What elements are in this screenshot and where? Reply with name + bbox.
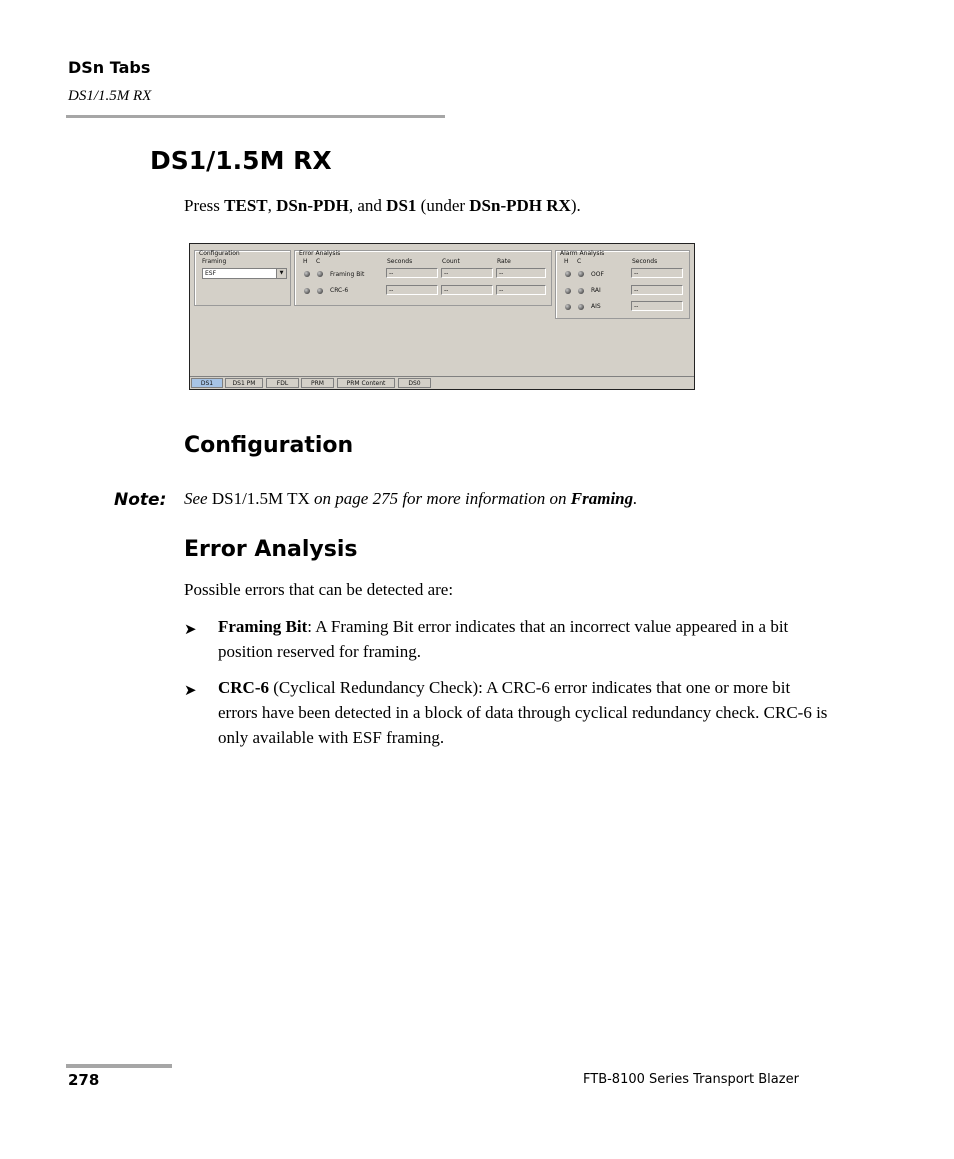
current-led-icon: [317, 288, 323, 294]
running-header-section: DSn Tabs: [68, 58, 151, 77]
current-led-icon: [578, 288, 584, 294]
note-end: .: [633, 489, 638, 508]
framing-select[interactable]: [202, 268, 287, 279]
instruction-prefix: Press: [184, 196, 225, 215]
tab-prm[interactable]: PRM: [301, 378, 334, 388]
page-title: DS1/1.5M RX: [150, 146, 332, 175]
error-seconds-field: --: [386, 285, 438, 295]
alarm-row-name: AIS: [591, 303, 601, 310]
tab-prm-content[interactable]: PRM Content: [337, 378, 395, 388]
note-mid: on page 275 for more information on: [309, 489, 571, 508]
configuration-group-label: Configuration: [199, 250, 240, 257]
bullet-framing-bit: [218, 614, 828, 664]
bullet-description: : A Framing Bit error indicates that an incorrect value appeared in a bit position reserved for framing.: [218, 617, 789, 661]
alarm-seconds-field: --: [631, 268, 683, 278]
bullet-arrow-icon: ➤: [184, 681, 197, 699]
error-col-seconds: Seconds: [387, 258, 413, 265]
instruction-dsn-pdh: DSn-PDH: [276, 196, 349, 215]
instruction-ds1: DS1: [386, 196, 417, 215]
tab-ds0[interactable]: DS0: [398, 378, 431, 388]
footer-product: FTB-8100 Series Transport Blazer: [583, 1072, 799, 1087]
alarm-analysis-group-label: Alarm Analysis: [560, 250, 605, 257]
error-rate-field: --: [496, 268, 546, 278]
current-led-icon: [578, 304, 584, 310]
error-col-count: Count: [442, 258, 460, 265]
alarm-seconds-field: --: [631, 301, 683, 311]
history-led-icon: [565, 271, 571, 277]
instruction-mid: (under: [416, 196, 470, 215]
note-framing: Framing: [570, 489, 634, 508]
history-led-icon: [304, 271, 310, 277]
instruction-sep2: , and: [348, 196, 387, 215]
alarm-row-name: RAI: [591, 287, 601, 294]
footer-rule: [66, 1064, 172, 1068]
bullet-term: Framing Bit: [218, 617, 308, 636]
error-analysis-group: [294, 250, 552, 306]
error-count-field: --: [441, 268, 493, 278]
error-seconds-field: --: [386, 268, 438, 278]
page-number: 278: [68, 1071, 100, 1089]
configuration-group: [194, 250, 291, 306]
header-rule: [66, 115, 445, 118]
note-see: See: [184, 489, 212, 508]
framing-label: Framing: [202, 258, 227, 265]
current-led-icon: [317, 271, 323, 277]
instruction-dsn-pdh-rx: DSn-PDH RX: [469, 196, 571, 215]
error-count-field: --: [441, 285, 493, 295]
current-led-icon: [578, 271, 584, 277]
error-row-name: CRC-6: [330, 287, 349, 294]
error-row-name: Framing Bit: [330, 271, 365, 278]
error-analysis-heading: Error Analysis: [184, 537, 358, 562]
bullet-arrow-icon: ➤: [184, 620, 197, 638]
tab-fdl[interactable]: FDL: [266, 378, 299, 388]
instruction-test: TEST: [224, 196, 268, 215]
note-text: [184, 489, 637, 509]
bullet-term: CRC-6: [218, 678, 269, 697]
error-col-rate: Rate: [497, 258, 511, 265]
alarm-col-seconds: Seconds: [632, 258, 658, 265]
alarm-analysis-group: [555, 250, 690, 319]
framing-select-value: ESF: [205, 270, 217, 277]
instruction-sep1: ,: [267, 196, 277, 215]
note-reference-link[interactable]: DS1/1.5M TX: [211, 489, 310, 508]
alarm-seconds-field: --: [631, 285, 683, 295]
error-rate-field: --: [496, 285, 546, 295]
chevron-down-icon[interactable]: ▼: [276, 269, 286, 278]
bullet-crc6: [218, 675, 828, 750]
tab-ds1-pm[interactable]: DS1 PM: [225, 378, 263, 388]
instruction-text: [184, 196, 581, 216]
ds1-rx-screenshot: [189, 243, 695, 390]
configuration-heading: Configuration: [184, 433, 354, 458]
tab-ds1[interactable]: DS1: [191, 378, 223, 388]
running-header-subsection: DS1/1.5M RX: [68, 88, 152, 104]
history-led-icon: [304, 288, 310, 294]
note-label: Note:: [114, 490, 167, 510]
errors-intro: Possible errors that can be detected are:: [184, 580, 454, 599]
tab-bar: [190, 376, 694, 390]
error-col-c: C: [316, 258, 321, 265]
bullet-description: (Cyclical Redundancy Check): A CRC-6 error indicates that one or more bit errors have been detected in a block of data through cyclical redundancy check. CRC-6 is only available with ESF framing.: [218, 678, 828, 747]
alarm-col-h: H: [564, 258, 569, 265]
history-led-icon: [565, 304, 571, 310]
history-led-icon: [565, 288, 571, 294]
error-analysis-group-label: Error Analysis: [299, 250, 341, 257]
alarm-row-name: OOF: [591, 271, 604, 278]
error-col-h: H: [303, 258, 308, 265]
alarm-col-c: C: [577, 258, 582, 265]
instruction-suffix: ).: [570, 196, 581, 215]
